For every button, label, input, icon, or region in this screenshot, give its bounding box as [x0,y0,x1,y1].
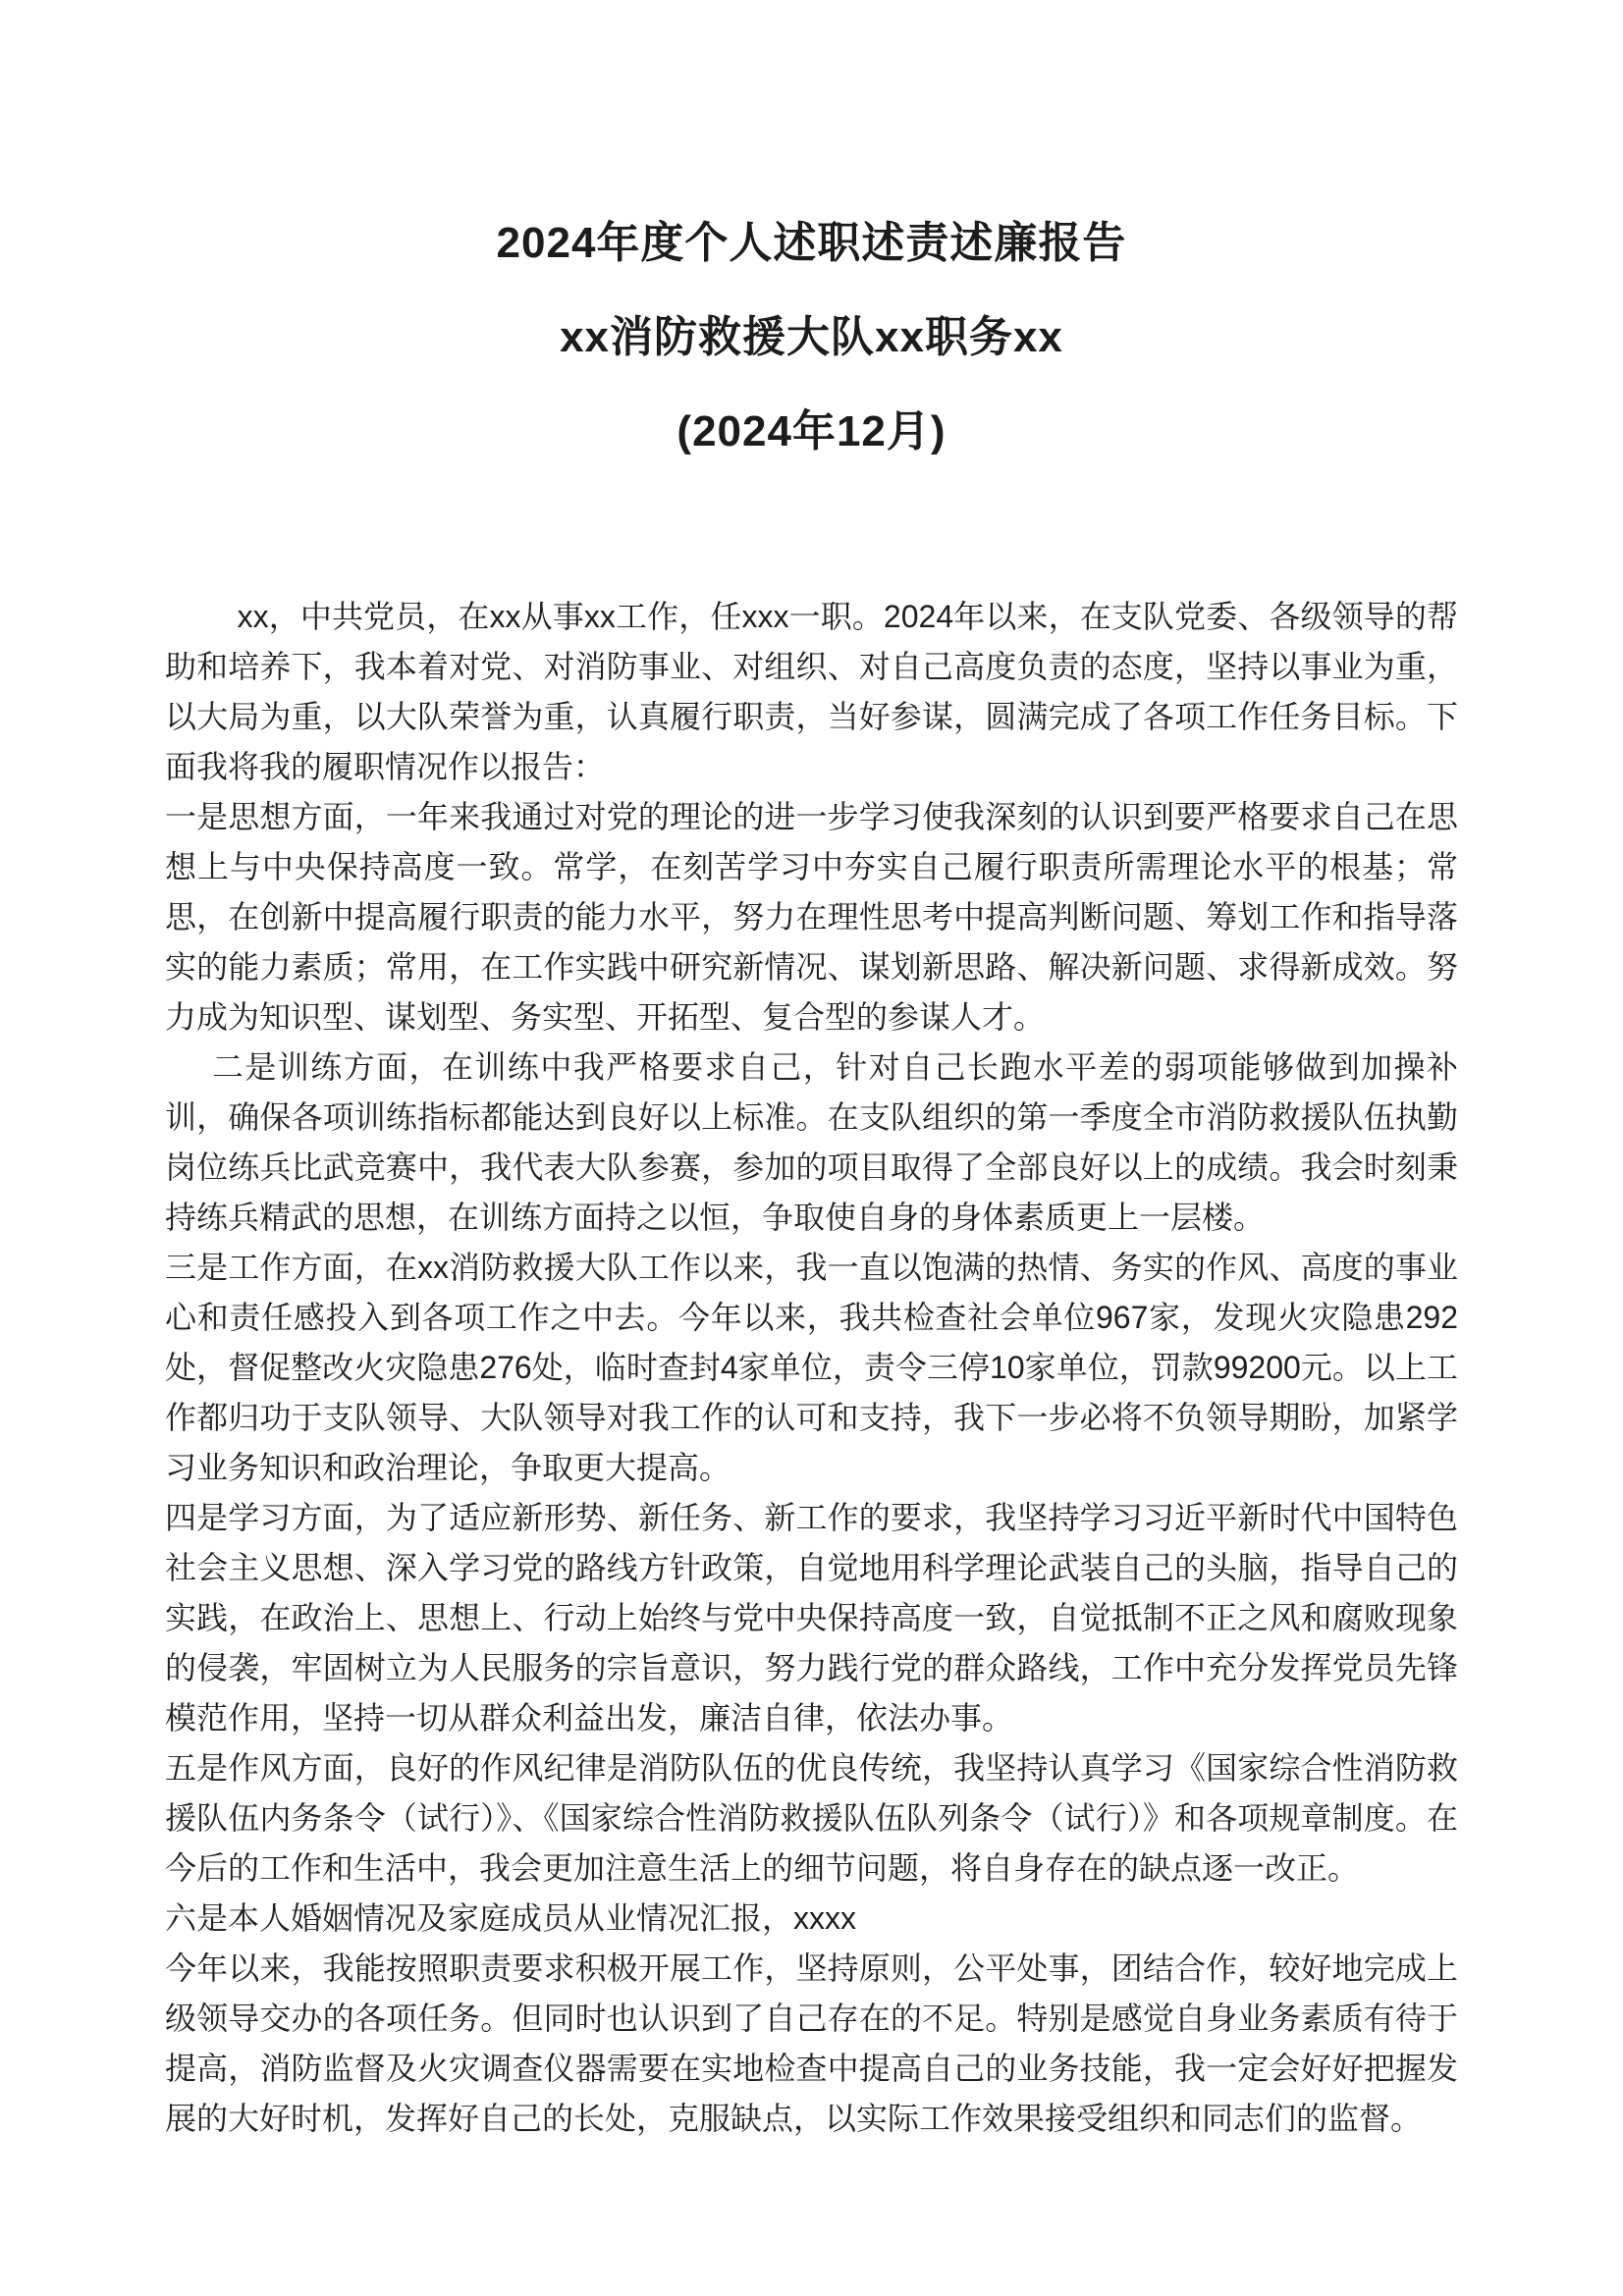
document-title-block [165,221,1458,454]
paragraph-section-1-thought: 一是思想方面，一年来我通过对党的理论的进一步学习使我深刻的认识到要严格要求自己在思想上与中央保持高度一致。常学，在刻苦学习中夯实自己履行职责所需理论水平的根基；常思，在创新中提高履行职责的能力水平，努力在理性思考中提高判断问题、筹划工作和指导落实的能力素质；常用，在工作实践中研究新情况、谋划新思路、解决新问题、求得新成效。努力成为知识型、谋划型、务实型、开拓型、复合型的参谋人才。 [165,799,1458,1035]
document-date: (2024年12月) [676,407,947,455]
paragraph-summary: 今年以来，我能按照职责要求积极开展工作，坚持原则，公平处事，团结合作，较好地完成上级领导交办的各项任务。但同时也认识到了自己存在的不足。特别是感觉自身业务素质有待于提高，消防监督及火灾调查仪器需要在实地检查中提高自己的业务技能，我一定会好好把握发展的大好时机，发挥好自己的长处，克服缺点，以实际工作效果接受组织和同志们的监督。 [165,1950,1458,2136]
paragraph-section-2-training: 二是训练方面，在训练中我严格要求自己，针对自己长跑水平差的弱项能够做到加操补训，确保各项训练指标都能达到良好以上标准。在支队组织的第一季度全市消防救援队伍执勤岗位练兵比武竞赛中，我代表大队参赛，参加的项目取得了全部良好以上的成绩。我会时刻秉持练兵精武的思想，在训练方面持之以恒，争取使自身的身体素质更上一层楼。 [165,1049,1458,1235]
document-title: 2024年度个人述职述责述廉报告 [496,219,1127,267]
document-subtitle: xx消防救援大队xx职务xx [560,313,1063,361]
paragraph-section-3-work: 三是工作方面，在xx消防救援大队工作以来，我一直以饱满的热情、务实的作风、高度的事业心和责任感投入到各项工作之中去。今年以来，我共检查社会单位967家，发现火灾隐患292处，督促整改火灾隐患276处，临时查封4家单位，责令三停10家单位，罚款99200元。以上工作都归功于支队领导、大队领导对我工作的认可和支持，我下一步必将不负领导期盼，加紧学习业务知识和政治理论，争取更大提高。 [165,1250,1458,1485]
paragraph-intro: xx，中共党员，在xx从事xx工作，任xxx一职。2024年以来，在支队党委、各级领导的帮助和培养下，我本着对党、对消防事业、对组织、对自己高度负责的态度，坚持以事业为重，以大局为重，以大队荣誉为重，认真履行职责，当好参谋，圆满完成了各项工作任务目标。下面我将我的履职情况作以报告： [165,599,1458,784]
paragraph-section-4-study: 四是学习方面，为了适应新形势、新任务、新工作的要求，我坚持学习习近平新时代中国特色社会主义思想、深入学习党的路线方针政策，自觉地用科学理论武装自己的头脑，指导自己的实践，在政治上、思想上、行动上始终与党中央保持高度一致，自觉抵制不正之风和腐败现象的侵袭，牢固树立为人民服务的宗旨意识，努力践行党的群众路线，工作中充分发挥党员先锋模范作用，坚持一切从群众利益出发，廉洁自律，依法办事。 [165,1500,1458,1735]
document-body [165,592,1458,2144]
paragraph-section-6-family: 六是本人婚姻情况及家庭成员从业情况汇报，xxxx [165,1900,857,1936]
paragraph-section-5-conduct: 五是作风方面，良好的作风纪律是消防队伍的优良传统，我坚持认真学习《国家综合性消防救援队伍内务条令（试行）》、《国家综合性消防救援队伍队列条令（试行）》和各项规章制度。在今后的工作和生活中，我会更加注意生活上的细节问题，将自身存在的缺点逐一改正。 [165,1750,1458,1886]
